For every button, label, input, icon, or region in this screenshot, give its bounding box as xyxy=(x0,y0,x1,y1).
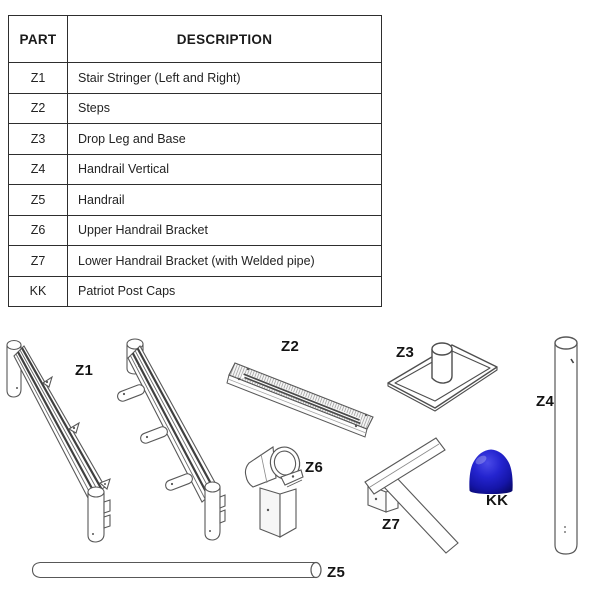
table-header-row xyxy=(9,16,382,63)
part-label-z4: Z4 xyxy=(536,393,555,410)
part-cell: Z2 xyxy=(9,93,68,124)
part-label-z1: Z1 xyxy=(75,362,94,379)
part-cell: Z7 xyxy=(9,246,68,277)
description-cell: Stair Stringer (Left and Right) xyxy=(68,63,382,94)
part-cell: Z1 xyxy=(9,63,68,94)
table-row xyxy=(9,93,382,124)
stair-stringer-left-drawing xyxy=(0,332,115,564)
part-cell: Z3 xyxy=(9,124,68,155)
part-cell: Z6 xyxy=(9,215,68,246)
post-cap-drawing xyxy=(466,447,516,495)
table-row xyxy=(9,215,382,246)
table-row xyxy=(9,185,382,216)
part-cell: Z5 xyxy=(9,185,68,216)
handrail-drawing xyxy=(30,556,335,586)
description-cell: Patriot Post Caps xyxy=(68,276,382,307)
description-cell: Steps xyxy=(68,93,382,124)
stair-stringer-right-drawing xyxy=(112,330,230,565)
part-label-z6: Z6 xyxy=(305,459,324,476)
upper-handrail-bracket-drawing xyxy=(243,438,328,550)
description-column-header: DESCRIPTION xyxy=(68,16,382,63)
description-cell: Handrail xyxy=(68,185,382,216)
part-label-z7: Z7 xyxy=(382,516,401,533)
table-row xyxy=(9,154,382,185)
table-row xyxy=(9,124,382,155)
description-cell: Handrail Vertical xyxy=(68,154,382,185)
part-cell: Z4 xyxy=(9,154,68,185)
part-column-header: PART xyxy=(9,16,68,63)
table-row xyxy=(9,276,382,307)
description-cell: Upper Handrail Bracket xyxy=(68,215,382,246)
part-label-z2: Z2 xyxy=(281,338,300,355)
description-cell: Drop Leg and Base xyxy=(68,124,382,155)
handrail-vertical-drawing xyxy=(540,330,588,572)
table-row xyxy=(9,63,382,94)
lower-handrail-bracket-drawing xyxy=(358,430,470,560)
part-cell: KK xyxy=(9,276,68,307)
part-label-kk: KK xyxy=(486,492,509,509)
table-row xyxy=(9,246,382,277)
parts-table xyxy=(8,15,382,307)
part-label-z5: Z5 xyxy=(327,564,346,581)
description-cell: Lower Handrail Bracket (with Welded pipe) xyxy=(68,246,382,277)
part-label-z3: Z3 xyxy=(396,344,415,361)
